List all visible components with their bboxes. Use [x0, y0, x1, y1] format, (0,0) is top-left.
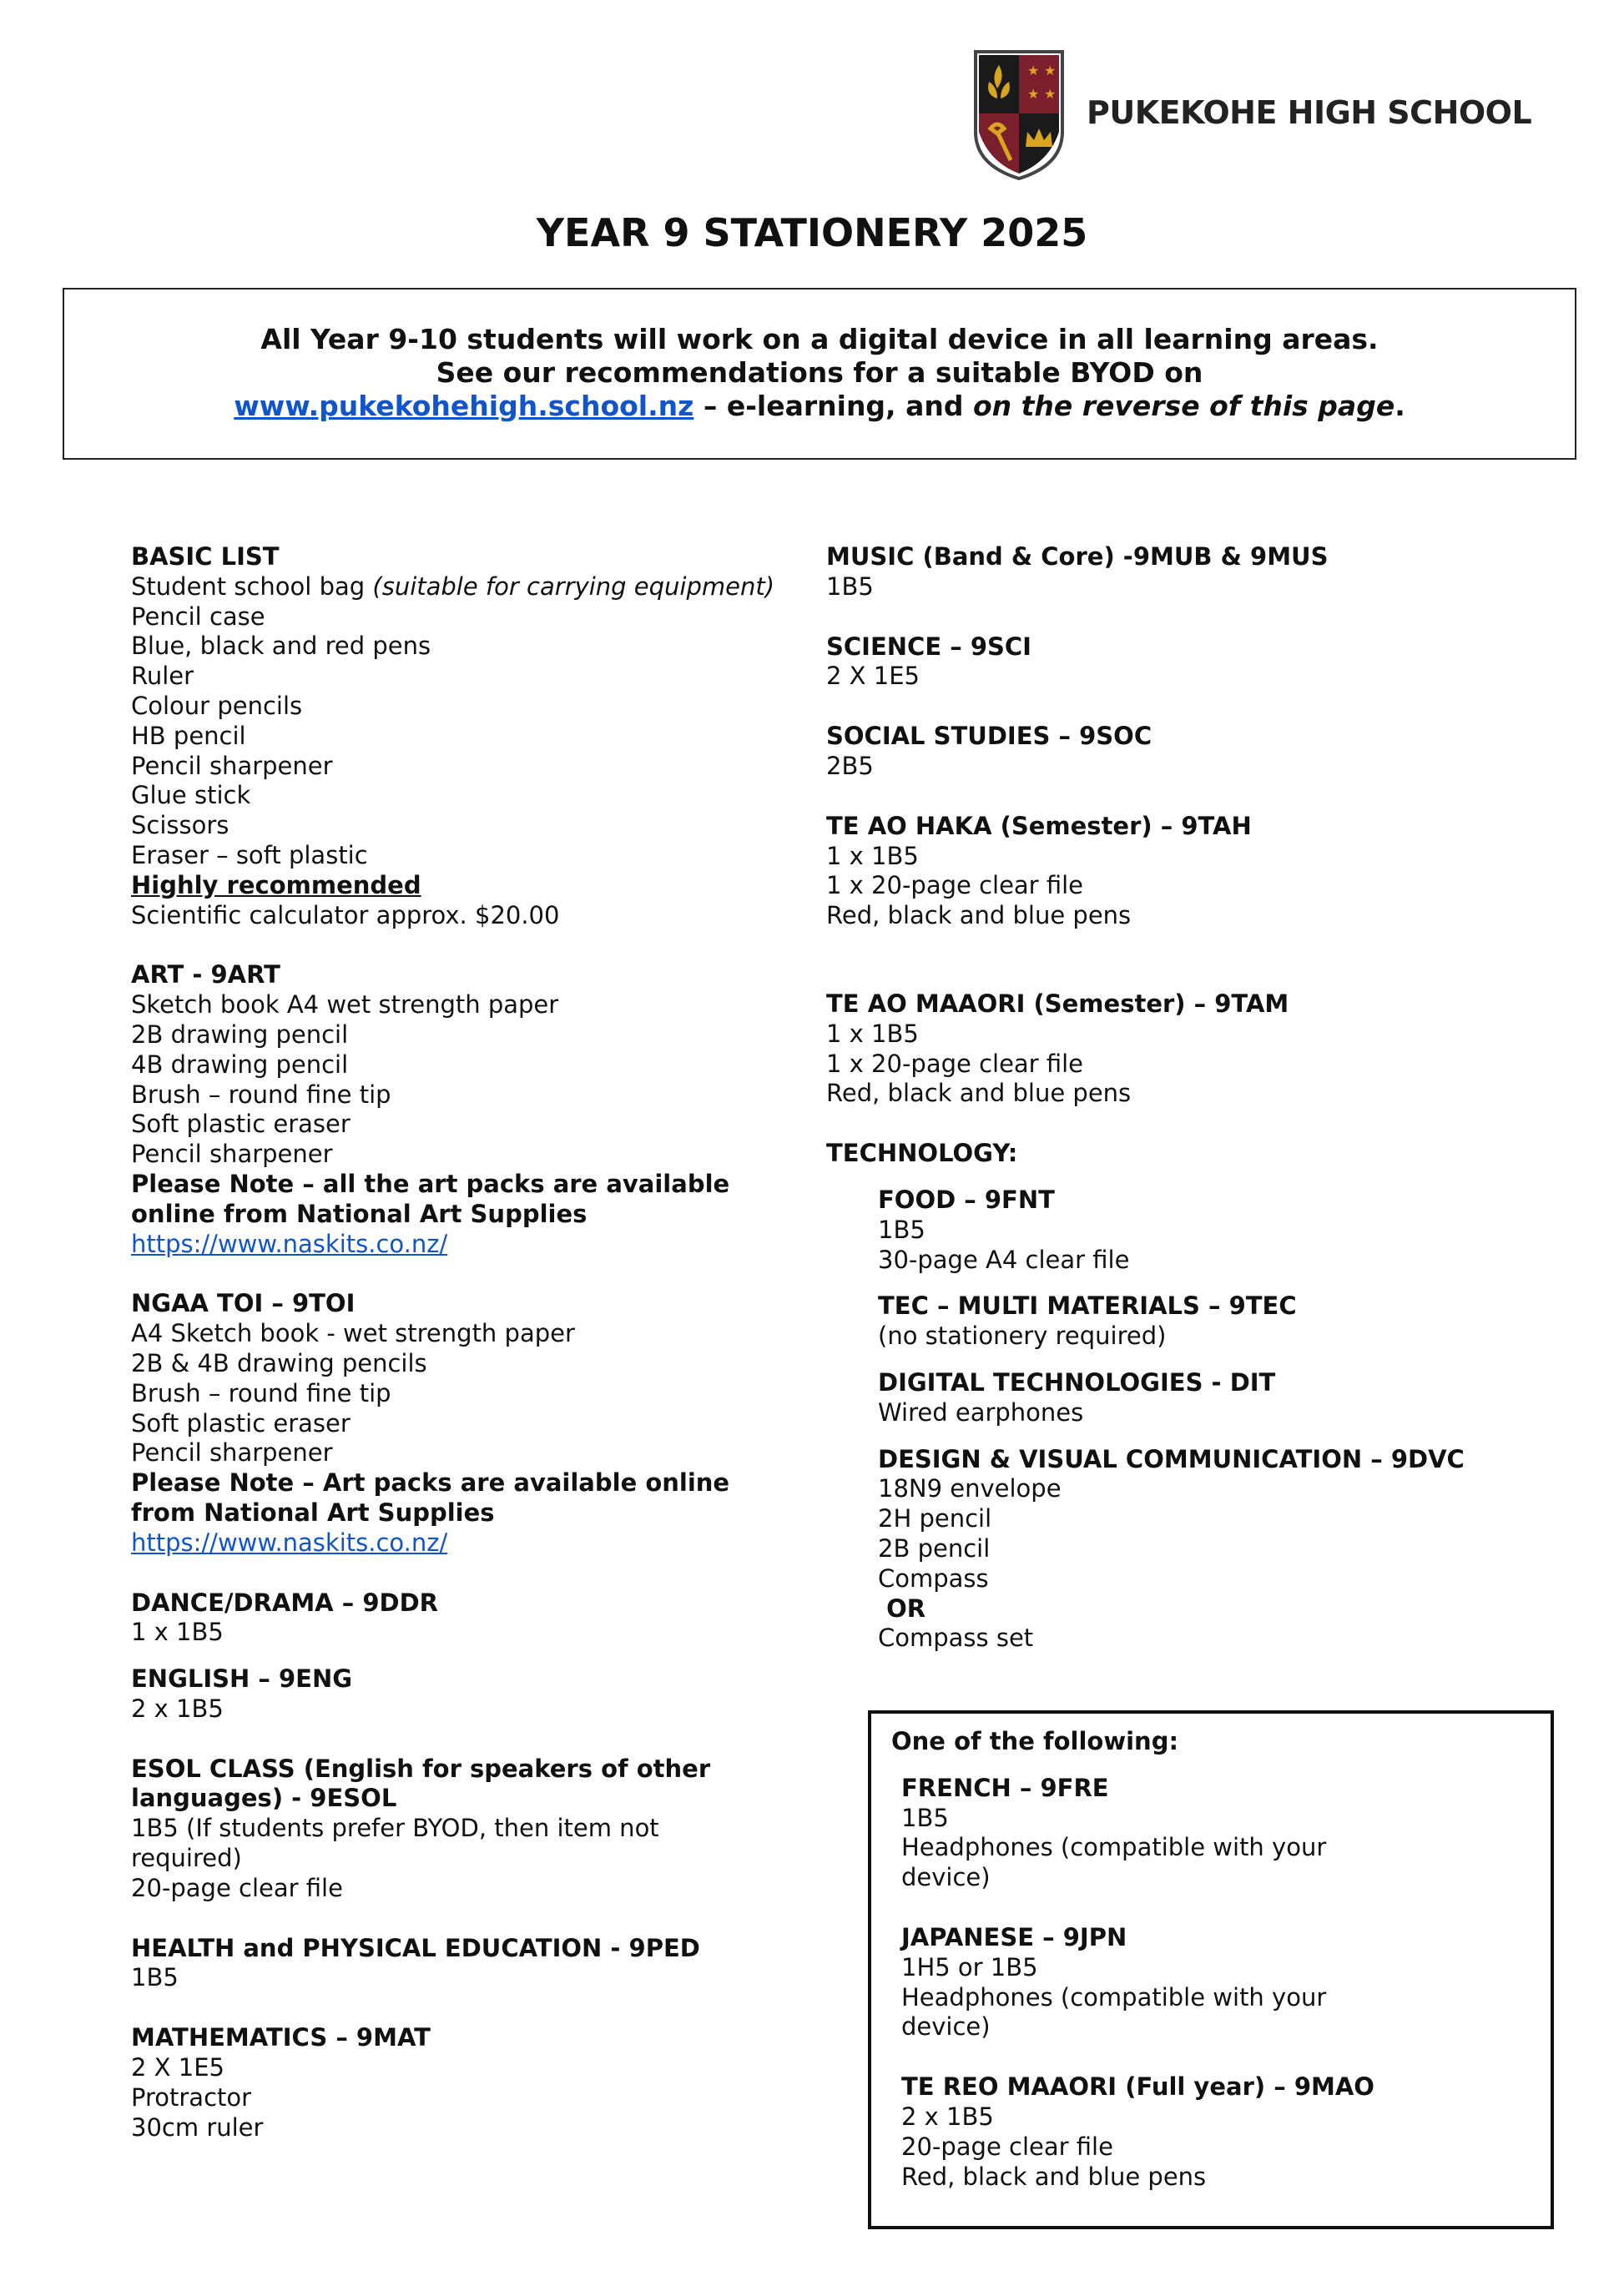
list-item: 1 x 1B5: [826, 841, 919, 870]
section-health-pe: [131, 1934, 799, 1994]
section-te-reo-maaori: [901, 2072, 1531, 2192]
section-ngaa-toi: [131, 1289, 799, 1558]
list-item: 1B5: [131, 1963, 179, 1992]
list-item: Pencil sharpener: [131, 751, 333, 780]
languages-box: [868, 1710, 1554, 2229]
section-heading: TE REO MAAORI (Full year) – 9MAO: [901, 2072, 1374, 2102]
list-item: 1B5 (If students prefer BYOD, then item not: [131, 1814, 659, 1843]
section-french: [901, 1774, 1531, 1893]
list-item: 18N9 envelope: [878, 1474, 1062, 1503]
section-english: [131, 1664, 799, 1725]
section-japanese: [901, 1923, 1531, 2042]
section-basic-list: [131, 542, 799, 930]
list-item: Brush – round fine tip: [131, 1378, 391, 1407]
subsection-tec: [878, 1292, 1561, 1352]
list-item: 1H5 or 1B5: [901, 1952, 1038, 1981]
section-te-ao-maaori: [826, 989, 1561, 1109]
list-item: Brush – round fine tip: [131, 1080, 391, 1109]
section-technology: [826, 1139, 1561, 1654]
list-item: Pencil case: [131, 602, 265, 631]
list-item: Headphones (compatible with your: [901, 1833, 1327, 1862]
list-item: 2 x 1B5: [131, 1694, 224, 1723]
list-item: 2B5: [826, 751, 874, 780]
section-heading: BASIC LIST: [131, 542, 280, 571]
section-heading: languages) - 9ESOL: [131, 1784, 397, 1813]
list-item: 2 X 1E5: [131, 2053, 224, 2082]
list-item: Scissors: [131, 811, 229, 840]
list-item: Scientific calculator approx. $20.00: [131, 900, 560, 929]
svg-text:★: ★: [1044, 63, 1057, 78]
section-music: [826, 542, 1561, 602]
list-item: Compass: [878, 1563, 989, 1593]
section-heading: SCIENCE – 9SCI: [826, 632, 1031, 661]
section-heading: JAPANESE – 9JPN: [901, 1922, 1127, 1951]
section-esol: [131, 1755, 799, 1904]
list-item: 2B & 4B drawing pencils: [131, 1348, 427, 1377]
list-item: 1 x 20-page clear file: [826, 1049, 1083, 1078]
highly-recommended-label: Highly recommended: [131, 870, 421, 899]
list-item: Compass set: [878, 1624, 1034, 1653]
svg-text:★: ★: [1027, 86, 1040, 102]
list-item: Soft plastic eraser: [131, 1408, 351, 1438]
svg-text:★: ★: [1027, 63, 1040, 78]
section-heading: TE AO HAKA (Semester) – 9TAH: [826, 811, 1252, 840]
list-item: 1B5: [826, 571, 874, 601]
section-heading: MUSIC (Band & Core) -9MUB & 9MUS: [826, 542, 1329, 571]
naskits-link[interactable]: https://www.naskits.co.nz/: [131, 1528, 448, 1557]
list-item: 20-page clear file: [901, 2132, 1113, 2161]
section-heading: MATHEMATICS – 9MAT: [131, 2023, 431, 2052]
list-item: 2 X 1E5: [826, 662, 920, 691]
school-name: PUKEKOHE HIGH SCHOOL: [1087, 94, 1532, 131]
left-column: [131, 542, 799, 2142]
subsection-heading: DESIGN & VISUAL COMMUNICATION – 9DVC: [878, 1444, 1465, 1473]
list-item: 1B5: [901, 1803, 949, 1832]
subsection-heading: TEC – MULTI MATERIALS – 9TEC: [878, 1292, 1297, 1321]
list-item: Red, black and blue pens: [901, 2162, 1207, 2191]
list-item: 20-page clear file: [131, 1873, 343, 1902]
list-item: 1 x 20-page clear file: [826, 871, 1083, 900]
list-item: 2B pencil: [878, 1533, 991, 1563]
list-item: 1 x 1B5: [131, 1618, 224, 1647]
list-item: 30cm ruler: [131, 2112, 264, 2142]
list-item: required): [131, 1844, 242, 1873]
list-item: device): [901, 2012, 991, 2042]
list-item: Ruler: [131, 662, 194, 691]
school-crest-logo: [972, 48, 1066, 180]
naskits-link[interactable]: https://www.naskits.co.nz/: [131, 1229, 448, 1258]
list-item: Red, black and blue pens: [826, 1079, 1132, 1108]
section-social-studies: [826, 722, 1561, 782]
section-heading: SOCIAL STUDIES – 9SOC: [826, 722, 1152, 751]
art-note-line: online from National Art Supplies: [131, 1199, 588, 1228]
list-item: Blue, black and red pens: [131, 632, 431, 661]
subsection-digital: [878, 1368, 1561, 1428]
list-item: Pencil sharpener: [131, 1140, 333, 1169]
list-item: 1B5: [878, 1215, 925, 1244]
list-item: 2 x 1B5: [901, 2102, 994, 2131]
art-note-line: Please Note – all the art packs are available: [131, 1169, 730, 1198]
subsection-dvc: [878, 1445, 1561, 1654]
section-heading: HEALTH and PHYSICAL EDUCATION - 9PED: [131, 1933, 700, 1962]
section-heading: DANCE/DRAMA – 9DDR: [131, 1588, 438, 1617]
section-te-ao-haka: [826, 812, 1561, 931]
ngaa-note-line: Please Note – Art packs are available online: [131, 1468, 730, 1498]
list-item: 1 x 1B5: [826, 1019, 919, 1048]
subsection-food: [878, 1186, 1561, 1275]
section-heading: TE AO MAAORI (Semester) – 9TAM: [826, 989, 1289, 1018]
list-item: (no stationery required): [878, 1322, 1167, 1351]
section-art: [131, 960, 799, 1259]
page-title: YEAR 9 STATIONERY 2025: [536, 210, 1088, 255]
list-item: 2B drawing pencil: [131, 1020, 349, 1049]
subsection-heading: FOOD – 9FNT: [878, 1185, 1055, 1214]
notice-line-3: www.pukekohehigh.school.nz – e-learning, and on the reverse of this page.: [234, 390, 1405, 422]
notice-line-2: See our recommendations for a suitable BYOD on: [436, 356, 1203, 389]
section-heading: NGAA TOI – 9TOI: [131, 1289, 356, 1318]
list-item: Pencil sharpener: [131, 1438, 333, 1468]
svg-text:★: ★: [1044, 86, 1057, 102]
list-item: Glue stick: [131, 781, 251, 810]
languages-heading: One of the following:: [891, 1727, 1179, 1755]
section-science: [826, 632, 1561, 692]
list-item: Colour pencils: [131, 691, 303, 720]
list-item: Red, black and blue pens: [826, 901, 1132, 930]
notice-line-1: All Year 9-10 students will work on a digital device in all learning areas.: [260, 323, 1379, 355]
list-item: A4 Sketch book - wet strength paper: [131, 1319, 575, 1348]
section-heading: ART - 9ART: [131, 960, 280, 989]
list-item: 4B drawing pencil: [131, 1050, 349, 1079]
subsection-heading: DIGITAL TECHNOLOGIES - DIT: [878, 1367, 1276, 1397]
ngaa-note-line: from National Art Supplies: [131, 1498, 495, 1527]
byod-notice-box: [63, 288, 1576, 460]
list-item: Headphones (compatible with your: [901, 1982, 1327, 2012]
section-dance-drama: [131, 1589, 799, 1649]
section-mathematics: [131, 2023, 799, 2142]
section-heading: ENGLISH – 9ENG: [131, 1664, 353, 1694]
section-heading: FRENCH – 9FRE: [901, 1773, 1109, 1802]
right-column: [826, 542, 1561, 1654]
list-item: 30-page A4 clear file: [878, 1245, 1130, 1274]
list-item: Protractor: [131, 2082, 252, 2112]
section-heading: TECHNOLOGY:: [826, 1139, 1018, 1168]
list-item: Eraser – soft plastic: [131, 840, 368, 869]
list-item: Student school bag (suitable for carrying equipment): [131, 571, 775, 601]
list-item: Soft plastic eraser: [131, 1110, 351, 1139]
list-item: device): [901, 1863, 991, 1892]
list-item: HB pencil: [131, 721, 246, 750]
section-heading: ESOL CLASS (English for speakers of other: [131, 1754, 711, 1783]
or-label: OR: [878, 1594, 926, 1623]
list-item: Sketch book A4 wet strength paper: [131, 990, 559, 1020]
list-item: Wired earphones: [878, 1397, 1084, 1427]
school-website-link[interactable]: www.pukekohehigh.school.nz: [234, 390, 694, 422]
list-item: 2H pencil: [878, 1504, 992, 1533]
